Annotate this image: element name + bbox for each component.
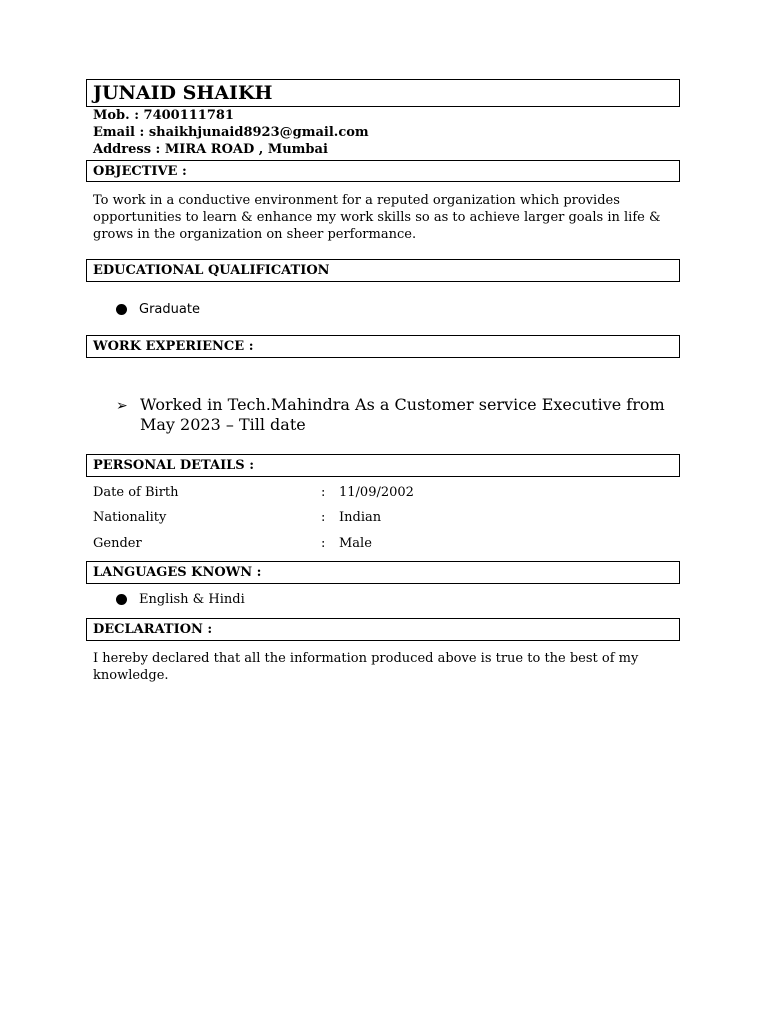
dob-label: Date of Birth: [93, 485, 179, 500]
gender-label: Gender: [93, 536, 142, 551]
work-heading: [86, 335, 680, 358]
objective-heading: [86, 160, 680, 182]
gender-value: Male: [339, 536, 372, 551]
nationality-value: Indian: [339, 510, 382, 525]
language-item: English & Hindi: [139, 592, 245, 607]
mobile-line: Mob. : 7400111781: [93, 108, 234, 123]
objective-text: To work in a conductive environment for a reputed organization which provides opportunities to learn & enhance my work skills so as to achieve larger goals in life & grows in the organization on sheer performance.: [93, 193, 661, 242]
list-item: [116, 592, 245, 607]
personal-row-dob: [93, 485, 653, 502]
languages-heading-text: LANGUAGES KNOWN :: [93, 565, 262, 580]
education-heading-text: EDUCATIONAL QUALIFICATION: [93, 263, 330, 278]
list-item: [116, 302, 200, 317]
declaration-text: I hereby declared that all the information produced above is true to the best of my knowledge.: [93, 651, 639, 683]
personal-heading: [86, 454, 680, 477]
dob-value: 11/09/2002: [339, 485, 414, 500]
filled-circle-bullet-icon: [116, 594, 127, 605]
gender-separator: :: [321, 536, 326, 551]
languages-heading: [86, 561, 680, 584]
declaration-heading: [86, 618, 680, 641]
work-item: Worked in Tech.Mahindra As a Customer service Executive from May 2023 – Till date: [140, 395, 665, 434]
education-item: Graduate: [139, 302, 200, 317]
personal-row-nationality: [93, 510, 653, 527]
filled-circle-bullet-icon: [116, 304, 127, 315]
arrow-bullet-icon: ➢: [116, 398, 128, 414]
personal-row-gender: [93, 536, 653, 553]
education-heading: [86, 259, 680, 282]
email-line: Email : shaikhjunaid8923@gmail.com: [93, 125, 369, 140]
nationality-separator: :: [321, 510, 326, 525]
list-item: [116, 395, 676, 435]
address-line: Address : MIRA ROAD , Mumbai: [93, 142, 328, 157]
candidate-name: JUNAID SHAIKH: [93, 82, 273, 104]
name-header: [86, 79, 680, 107]
declaration-heading-text: DECLARATION :: [93, 622, 213, 637]
work-heading-text: WORK EXPERIENCE :: [93, 339, 254, 354]
dob-separator: :: [321, 485, 326, 500]
nationality-label: Nationality: [93, 510, 167, 525]
personal-heading-text: PERSONAL DETAILS :: [93, 458, 255, 473]
objective-heading-text: OBJECTIVE :: [93, 163, 187, 179]
